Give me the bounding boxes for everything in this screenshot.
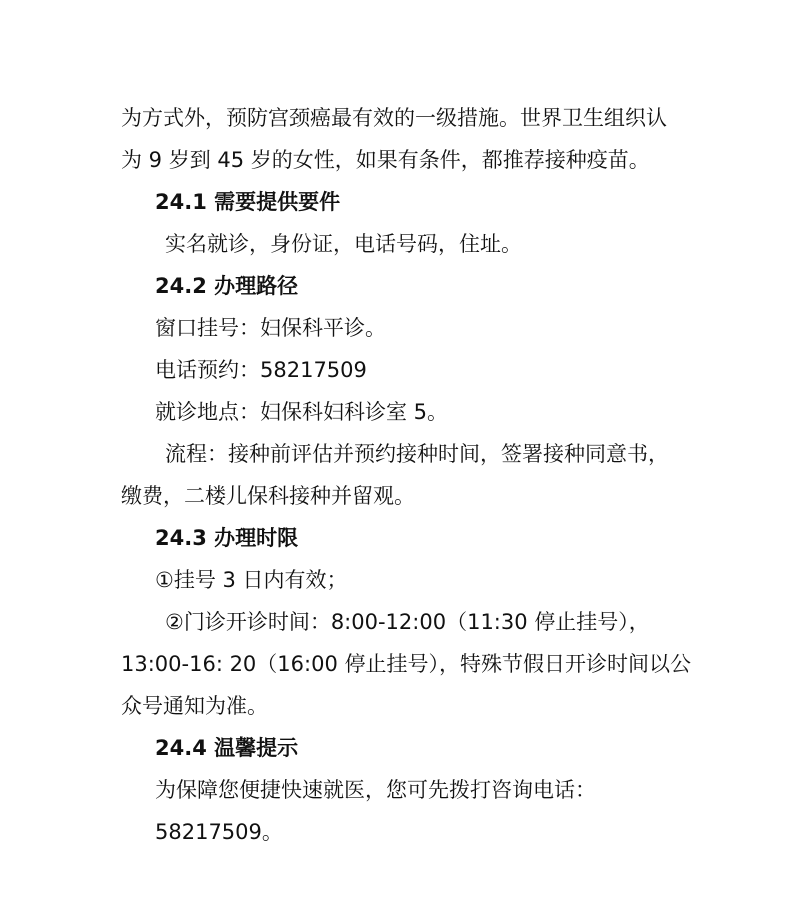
process-line-1: 流程：接种前评估并预约接种时间，签署接种同意书，: [165, 442, 669, 466]
location-text: 就诊地点：妇保科妇科诊室 5。: [155, 400, 449, 424]
clinic-hours-line-1: ②门诊开诊时间：8:00-12:00（11:30 停止挂号），: [165, 610, 650, 634]
section-24-1-heading: 24.1 需要提供要件: [155, 190, 341, 214]
intro-line-1: 为方式外，预防宫颈癌最有效的一级措施。世界卫生组织认: [121, 106, 667, 130]
section-24-3-heading: 24.3 办理时限: [155, 526, 299, 550]
clinic-hours-line-2: 13:00-16: 20（16:00 停止挂号），特殊节假日开诊时间以公: [121, 652, 691, 676]
phone-booking-text: 电话预约：58217509: [155, 358, 367, 382]
window-registration-text: 窗口挂号：妇保科平诊。: [155, 316, 386, 340]
tip-line-2: 58217509。: [155, 820, 283, 844]
process-line-2: 缴费，二楼儿保科接种并留观。: [121, 484, 415, 508]
tip-line-1: 为保障您便捷快速就医，您可先拨打咨询电话：: [155, 778, 596, 802]
clinic-hours-line-3: 众号通知为准。: [121, 694, 268, 718]
registration-validity-item: ①挂号 3 日内有效；: [155, 568, 348, 592]
section-24-1-text: 实名就诊，身份证，电话号码，住址。: [165, 232, 522, 256]
section-24-4-heading: 24.4 温馨提示: [155, 736, 299, 760]
intro-line-2: 为 9 岁到 45 岁的女性，如果有条件，都推荐接种疫苗。: [121, 148, 650, 172]
section-24-2-heading: 24.2 办理路径: [155, 274, 299, 298]
